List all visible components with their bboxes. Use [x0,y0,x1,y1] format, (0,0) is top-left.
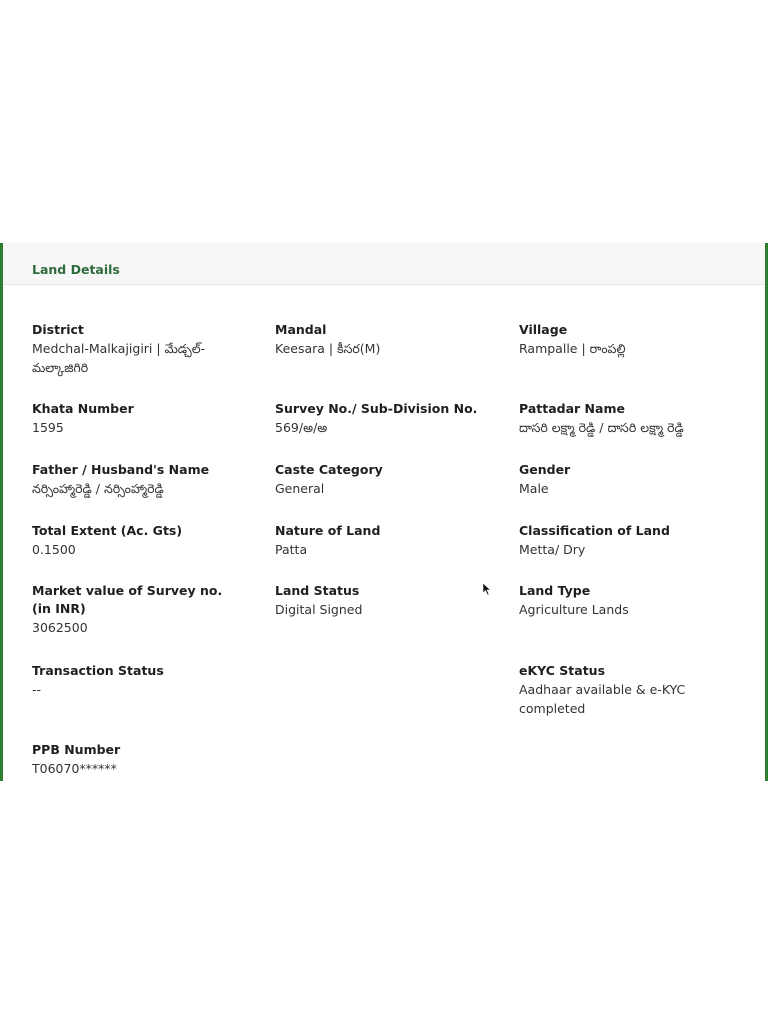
khata-number-label: Khata Number [32,401,134,416]
survey-no-value: 569/అ/అ [275,420,328,435]
market-value-value: 3062500 [32,620,88,635]
land-status-value: Digital Signed [275,602,363,617]
mouse-pointer-icon [482,582,492,596]
ekyc-status-label: eKYC Status [519,663,606,678]
mandal-label: Mandal [275,322,327,337]
field-survey-no [275,400,485,437]
field-land-type [519,582,729,619]
field-pattadar-name [519,400,764,437]
district-label: District [32,322,84,337]
village-label: Village [519,322,568,337]
field-village [519,321,729,358]
gender-label: Gender [519,462,571,477]
transaction-status-label: Transaction Status [32,663,164,678]
field-market-value [32,582,232,637]
field-father-husband-name [32,461,242,498]
market-value-label: Market value of Survey no.(in INR) [32,583,223,616]
field-khata-number [32,400,242,437]
khata-number-value: 1595 [32,420,64,435]
total-extent-label: Total Extent (Ac. Gts) [32,523,183,538]
field-caste-category [275,461,485,498]
survey-no-label: Survey No./ Sub-Division No. [275,401,478,416]
land-status-label: Land Status [275,583,360,598]
ppb-number-label: PPB Number [32,742,121,757]
land-type-label: Land Type [519,583,591,598]
field-classification-of-land [519,522,749,559]
field-transaction-status [32,662,242,699]
gender-value: Male [519,481,549,496]
field-gender [519,461,729,498]
field-land-status [275,582,485,619]
nature-of-land-label: Nature of Land [275,523,381,538]
card-header [3,243,765,285]
district-value: Medchal-Malkajigiri | మేడ్చల్-మల్కాజిగిరి [32,341,206,375]
pattadar-name-value: దాసరి లక్ష్మా రెడ్డి / దాసరి లక్ష్మా రెడ్డి [519,420,684,435]
ekyc-status-value: Aadhaar available & e-KYC completed [519,682,686,716]
village-value: Rampalle | రాంపల్లి [519,341,626,356]
field-total-extent [32,522,242,559]
field-mandal [275,321,485,358]
field-nature-of-land [275,522,485,559]
nature-of-land-value: Patta [275,542,308,557]
transaction-status-value: -- [32,682,42,697]
caste-category-value: General [275,481,325,496]
field-district [32,321,242,377]
field-ekyc-status [519,662,709,718]
land-details-card [0,243,768,781]
pattadar-name-label: Pattadar Name [519,401,625,416]
ppb-number-value: T06070****** [32,761,117,776]
father-husband-name-value: నర్సింహ్మారెడ్డి / నర్సింహ్మారెడ్డి [32,481,164,496]
classification-of-land-label: Classification of Land [519,523,670,538]
land-type-value: Agriculture Lands [519,602,629,617]
section-title: Land Details [32,262,120,277]
total-extent-value: 0.1500 [32,542,76,557]
father-husband-name-label: Father / Husband's Name [32,462,210,477]
caste-category-label: Caste Category [275,462,383,477]
classification-of-land-value: Metta/ Dry [519,542,586,557]
mandal-value: Keesara | కీసర(M) [275,341,381,356]
field-ppb-number [32,741,242,778]
